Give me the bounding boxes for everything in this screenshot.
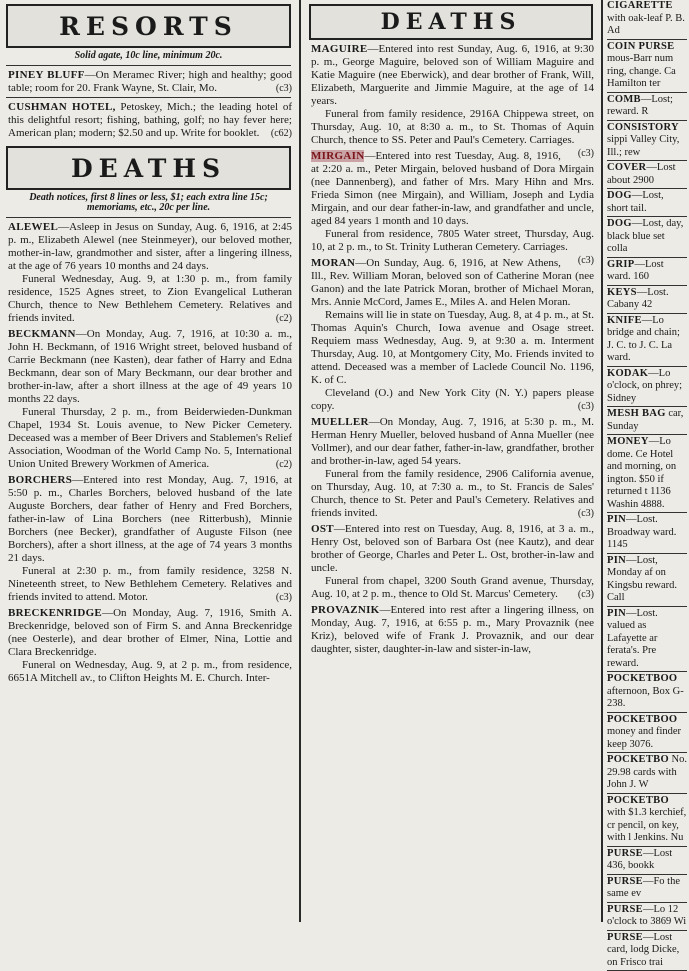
classified-text: —Lost ward. 160: [607, 258, 664, 282]
deaths-banner-left: [6, 146, 291, 190]
classified-item: [607, 754, 687, 792]
classified-text: No. 29.98 cards with John J. W: [607, 754, 688, 790]
classified-item: [607, 848, 687, 873]
death-notice: [8, 607, 292, 659]
column-rule-left: [299, 0, 301, 922]
death-notice: [311, 257, 594, 309]
classified-heading: POCKETBOO: [607, 713, 678, 725]
classified-item: [607, 714, 687, 752]
classified-text: —Lost card, lodg Dicke, on Frisco trai: [607, 931, 680, 968]
classified-item: [607, 673, 687, 711]
death-name: BRECKENRIDGE: [8, 607, 103, 619]
funeral-details: Funeral on Wednesday, Aug. 9, at 2 p. m., from residence, 6651A Mitchell av., to Clifton Heights M. E. Church. Inter-: [8, 659, 292, 684]
death-notice: [8, 474, 292, 565]
classified-heading: POCKETBOO: [607, 673, 678, 684]
resort-item: [8, 69, 292, 95]
death-name: PROVAZNIK: [311, 604, 380, 616]
classified-text: —Lost, short tail.: [607, 190, 664, 214]
funeral-details: Funeral from the family residence, 2906 California avenue, on Thursday, Aug. 10, at 7:30 a. m., to St. Francis de Sales' Church, thence to St. Peter and Paul's Cemetery. Relatives and friends invited.: [311, 468, 594, 519]
funeral-details: Remains will lie in state on Tuesday, Aug. 8, at 4 p. m., at St. Thomas Aquin's Church, Iowa avenue and Osage street. Requiem mass Wednesday, Aug. 9, at 9:30 a. m. Interment Thursday, Aug. 10, at Montgomery City, Mo. Friends invited to attend. Deceased was a member of Laclede Council No. 1196, K. of C.: [311, 309, 594, 386]
funeral-details: Funeral from chapel, 3200 South Grand avenue, Thursday, Aug. 10, at 2 p. m., thence to Old St. Marcus' Cemetery.: [311, 575, 594, 600]
classified-heading: PIN: [607, 514, 626, 525]
resorts-banner: [6, 4, 291, 48]
divider: [6, 97, 291, 98]
divider: [607, 39, 687, 40]
death-text: —Entered into rest after a lingering illness, on Monday, Aug. 7, 1916, at 6:55 p. m., Mary Provaznik (nee Kriz), beloved wife of Frank J. Provaznik, and our dear daughter, sister, daughter-in-law and sister-in-law,: [311, 604, 594, 655]
death-ref: (c3): [577, 148, 594, 159]
divider: [607, 313, 687, 314]
death-name: ALEWEL: [8, 221, 59, 233]
funeral-details: Funeral Wednesday, Aug. 9, at 1:30 p. m., from family residence, 1525 Agnes street, to Zion Evangelical Lutheran Church, thence to New Bethlehem Cemetery. Relatives and friends invited.: [8, 273, 292, 324]
death-text: —Entered into rest Tuesday, Aug. 8, 1916, at 2:20 a. m., Peter Mirgain, beloved husband of Dora Mirgain (nee Dannenberg), and father of Mrs. Mary Hihn and Mrs. Frieda Simon (nee Mirgain), and William, Joseph and Lydia Mirgain, and our dear father-in-law, and grandfather and uncle, aged 84 years 1 month and 10 days.: [311, 150, 594, 227]
death-ref: (c3): [577, 589, 594, 600]
divider: [607, 553, 687, 554]
classified-item: [607, 795, 687, 845]
classified-heading: POCKETBO: [607, 754, 669, 765]
resort-name: CUSHMAN HOTEL,: [8, 101, 116, 113]
divider: [607, 257, 687, 258]
divider: [607, 930, 687, 931]
resort-text: Petoskey, Mich.; the leading hotel of this delightful resort; fishing, bathing, golf; no hay fever here; American plan; modern; $2.50 and up. Write for booklet.: [8, 101, 292, 139]
divider: [607, 188, 687, 189]
death-text: —On Monday, Aug. 7, 1916, Smith A. Breckenridge, beloved son of Firm S. and Anna Breckenridge (nee Oesterle), and dear brother of Elmer, Nina, Lottie and Clara Breckenridge.: [8, 607, 292, 658]
classified-heading: PURSE: [607, 847, 643, 859]
divider: [607, 366, 687, 367]
funeral-details: Funeral from family residence, 2916A Chippewa street, on Thursday, Aug. 10, at 8:30 a. m., to St. Thomas of Aquin Church, thence to SS. Peter and Paul's Cemetery. Carriages.: [311, 108, 594, 146]
divider: [607, 285, 687, 286]
funeral-text: [8, 273, 292, 325]
classified-item: [607, 94, 687, 119]
classified-item: [607, 190, 687, 215]
classified-text: —Lost 436, bookk: [607, 847, 673, 871]
classified-item: [607, 608, 687, 671]
divider: [607, 752, 687, 753]
classified-item: [607, 218, 687, 256]
classified-text: sippi Valley City, Ill.; rew: [607, 134, 680, 158]
classified-item: [607, 315, 687, 365]
death-notice: [8, 221, 292, 273]
death-name: MORAN: [311, 257, 356, 269]
death-text: —On Monday, Aug. 7, 1916, at 10:30 a. m., John H. Beckmann, of 1916 Wright street, beloved husband of Carrie Beckmann (nee Kasten), dear father of Harry and Edna Beckmann, dear son of Mary Beckmann, our dear brother and brother-in-law, after a short illness at the age of 49 years 10 months 22 days.: [8, 328, 292, 405]
death-ref: (c3): [577, 508, 594, 519]
divider: [6, 217, 291, 218]
death-name-highlighted: MIRGAIN: [311, 150, 365, 162]
resort-ref: (c62): [270, 128, 292, 139]
classified-heading: COIN PURSE: [607, 40, 675, 52]
classified-heading: PURSE: [607, 875, 643, 887]
resort-text: —On Meramec River; high and healthy; good table; room for 20. Frank Wayne, St. Clair, Mo.: [8, 69, 292, 94]
death-text: —Asleep in Jesus on Sunday, Aug. 6, 1916, at 2:45 p. m., Elizabeth Alewel (nee Steinmeyer), our beloved mother, mother-in-law, grandmother and sister, after a lingering illness, at the age of 76 years 10 months and 24 days.: [8, 221, 292, 272]
death-text: —Entered into rest on Tuesday, Aug. 8, 1916, at 3 a. m., Henry Ost, beloved son of Barbara Ost (nee Kautz), and dear brother of George, Charles and Peter L. Ost, brother-in-law and uncle.: [311, 523, 594, 574]
divider: [607, 712, 687, 713]
death-text: —Entered into rest Monday, Aug. 7, 1916, at 5:50 p. m., Charles Borchers, beloved husband of the late Auguste Borchers, dear father of Henry and Fred Borchers, father-in-law of Lina Borchers (nee Ritterbush), Minnie Borchers (nee Becker), grandfather of Auguste Filson (nee Borchers), after a short illness, at the age of 74 years 3 months 21 days.: [8, 474, 292, 564]
classified-item: [607, 876, 687, 901]
classified-heading: GRIP: [607, 258, 635, 270]
classified-item: [607, 514, 687, 552]
deaths-banner-middle: [309, 4, 593, 40]
middle-column: [303, 0, 599, 922]
funeral-text: [311, 575, 594, 601]
classified-text: car, Sunday: [607, 408, 684, 432]
death-notice: [311, 43, 594, 108]
classified-item: [607, 287, 687, 312]
classified-item: [607, 0, 687, 38]
death-notice: [8, 328, 292, 406]
death-text: —On Sunday, Aug. 6, 1916, at New Athens, Ill., Rev. William Moran, beloved son of Catherine Moran (nee Ganon) and the late Patrick Moran, brother of Michael Moran, Mrs. Annie McCord, James E., Miles A. and Helen Moran.: [311, 257, 594, 308]
divider: [607, 120, 687, 121]
death-name: OST: [311, 523, 334, 535]
classified-heading: MESH BAG: [607, 408, 666, 419]
copy-request: [311, 387, 594, 413]
classified-heading: MONEY: [607, 436, 649, 447]
deaths-header-middle: DEATHS: [380, 9, 522, 35]
classified-item: [607, 555, 687, 605]
funeral-text: [8, 406, 292, 471]
funeral-details: Funeral Thursday, 2 p. m., from Beiderwieden-Dunkman Chapel, 1934 St. Louis avenue, to New Picker Cemetery. Deceased was a member of Beer Drivers and Stablemen's Relief Association, Woodman of the World Camp No. 5, International Union United Brewery Workmen of America.: [8, 406, 292, 470]
divider: [607, 902, 687, 903]
classified-text: —Lost; reward. R: [607, 93, 673, 117]
classified-text: with oak-leaf P. B. Ad: [607, 12, 685, 36]
right-column: [605, 0, 689, 968]
classified-item: [607, 904, 687, 929]
classified-text: —Lo dome. Ce Hotel and morning, on ington. $50 if returned t 1136 Washin 4888.: [607, 436, 677, 510]
death-ref: (c3): [275, 592, 292, 603]
funeral-text: [8, 565, 292, 604]
classified-heading: PURSE: [607, 903, 643, 915]
classified-heading: COMB: [607, 93, 641, 105]
death-name: BORCHERS: [8, 474, 73, 486]
classified-text: —Lost, day, black blue set colla: [607, 218, 684, 254]
classified-text: with $1.3 kerchief, cr pencil, on key, with l Jenkins. Nu: [607, 807, 687, 843]
classified-heading: KEYS: [607, 286, 637, 298]
classified-heading: KNIFE: [607, 314, 642, 326]
lost-found-list: [605, 0, 689, 971]
left-column: [0, 0, 297, 922]
classified-item: [607, 41, 687, 91]
funeral-text: [311, 468, 594, 520]
classified-text: —Fo the same ev: [607, 875, 680, 899]
divider: [607, 874, 687, 875]
death-name: MAGUIRE: [311, 43, 368, 55]
resort-name: PINEY BLUFF: [8, 69, 85, 81]
divider: [607, 406, 687, 407]
death-notice: [311, 416, 594, 468]
death-text: —Entered into rest Sunday, Aug. 6, 1916, at 9:30 p. m., George Maguire, beloved son of William Maguire and Katie Maguire (nee Eberwick), and dear brother of Frank, Will, Elizabeth, Marguerite and Jimmie Maguire, at the age of 14 years.: [311, 43, 594, 107]
divider: [607, 92, 687, 93]
funeral-text: [311, 309, 594, 387]
death-name: BECKMANN: [8, 328, 76, 340]
classified-text: —Lost. Broadway ward. 1145: [607, 514, 677, 550]
classified-heading: KODAK: [607, 367, 649, 379]
classified-text: afternoon, Box G-238.: [607, 685, 684, 709]
death-name: MUELLER: [311, 416, 369, 428]
resort-ref: (c3): [275, 83, 292, 94]
classified-text: mous-Barr num ring, change. Ca Hamilton ter: [607, 53, 676, 89]
divider: [607, 160, 687, 161]
classified-item: [607, 122, 687, 160]
divider: [607, 512, 687, 513]
death-ref: (c3): [577, 401, 594, 412]
classified-item: [607, 932, 687, 970]
resorts-header: RESORTS: [59, 11, 238, 41]
classified-heading: DOG: [607, 218, 632, 229]
divider: [607, 671, 687, 672]
classified-text: —Lost. Cabany 42: [607, 286, 669, 310]
deaths-header-left: DEATHS: [70, 153, 227, 183]
classified-heading: POCKETBO: [607, 794, 669, 806]
classified-text: —Lost. valued as Lafayette ar ferata's. Pre reward.: [607, 607, 658, 669]
funeral-details: Funeral from residence, 7805 Water street, Thursday, Aug. 10, at 2 p. m., to St. Trinity Lutheran Cemetery. Carriages.: [311, 228, 594, 253]
death-notice: [311, 523, 594, 575]
classified-text: —Lo o'clock, on phrey; Sidney: [607, 367, 683, 404]
death-ref: (c2): [275, 459, 292, 470]
classified-heading: PIN: [607, 607, 626, 619]
resort-item: [8, 101, 292, 140]
classified-text: —Lo bridge and chain; J. C. to J. C. La ward.: [607, 314, 680, 363]
death-ref: (c2): [275, 313, 292, 324]
death-text: —On Monday, Aug. 7, 1916, at 5:30 p. m., M. Herman Henry Mueller, beloved husband of Anna Mueller (nee Vollmer), and our dear father, father-in-law, grandfather, brother and brother-in-law, aged 54 years.: [311, 416, 594, 467]
divider: [607, 434, 687, 435]
classified-text: money and finder keep 3076.: [607, 726, 682, 750]
deaths-rate-note: Death notices, first 8 lines or less, $1; each extra line 15c; memoriams, etc., 20c per line.: [29, 192, 268, 213]
classified-text: —Lost about 2900: [607, 162, 676, 186]
resorts-rate-note: Solid agate, 10c line, minimum 20c.: [74, 50, 223, 61]
classified-item: [607, 259, 687, 284]
column-rule-right: [601, 0, 603, 922]
divider: [6, 65, 291, 66]
classified-heading: CONSISTORY: [607, 121, 679, 133]
funeral-details: Funeral at 2:30 p. m., from family residence, 3258 N. Nineteenth street, to New Bethlehem Cemetery. Relatives and friends invited to attend. Motor.: [8, 565, 292, 603]
classified-item: [607, 162, 687, 187]
classified-heading: COVER: [607, 162, 647, 173]
classified-item: [607, 436, 687, 511]
death-notice-highlighted: [311, 150, 594, 228]
classified-item: [607, 368, 687, 406]
divider: [607, 606, 687, 607]
divider: [607, 216, 687, 217]
classified-item: [607, 408, 687, 433]
death-notice: [311, 604, 594, 656]
classified-heading: PIN: [607, 554, 626, 566]
classified-heading: DOG: [607, 190, 632, 201]
funeral-text: [8, 659, 292, 685]
divider: [607, 846, 687, 847]
death-ref: (c3): [577, 255, 594, 266]
classified-heading: CIGARETTE: [607, 0, 673, 11]
copy-request-text: Cleveland (O.) and New York City (N. Y.) papers please copy.: [311, 387, 594, 412]
divider: [607, 793, 687, 794]
classified-text: —Lo 12 o'clock to 3869 Wi: [607, 903, 687, 927]
classified-text: —Lost, Monday af on Kingsbu reward. Call: [607, 554, 677, 603]
classified-heading: PURSE: [607, 931, 643, 943]
